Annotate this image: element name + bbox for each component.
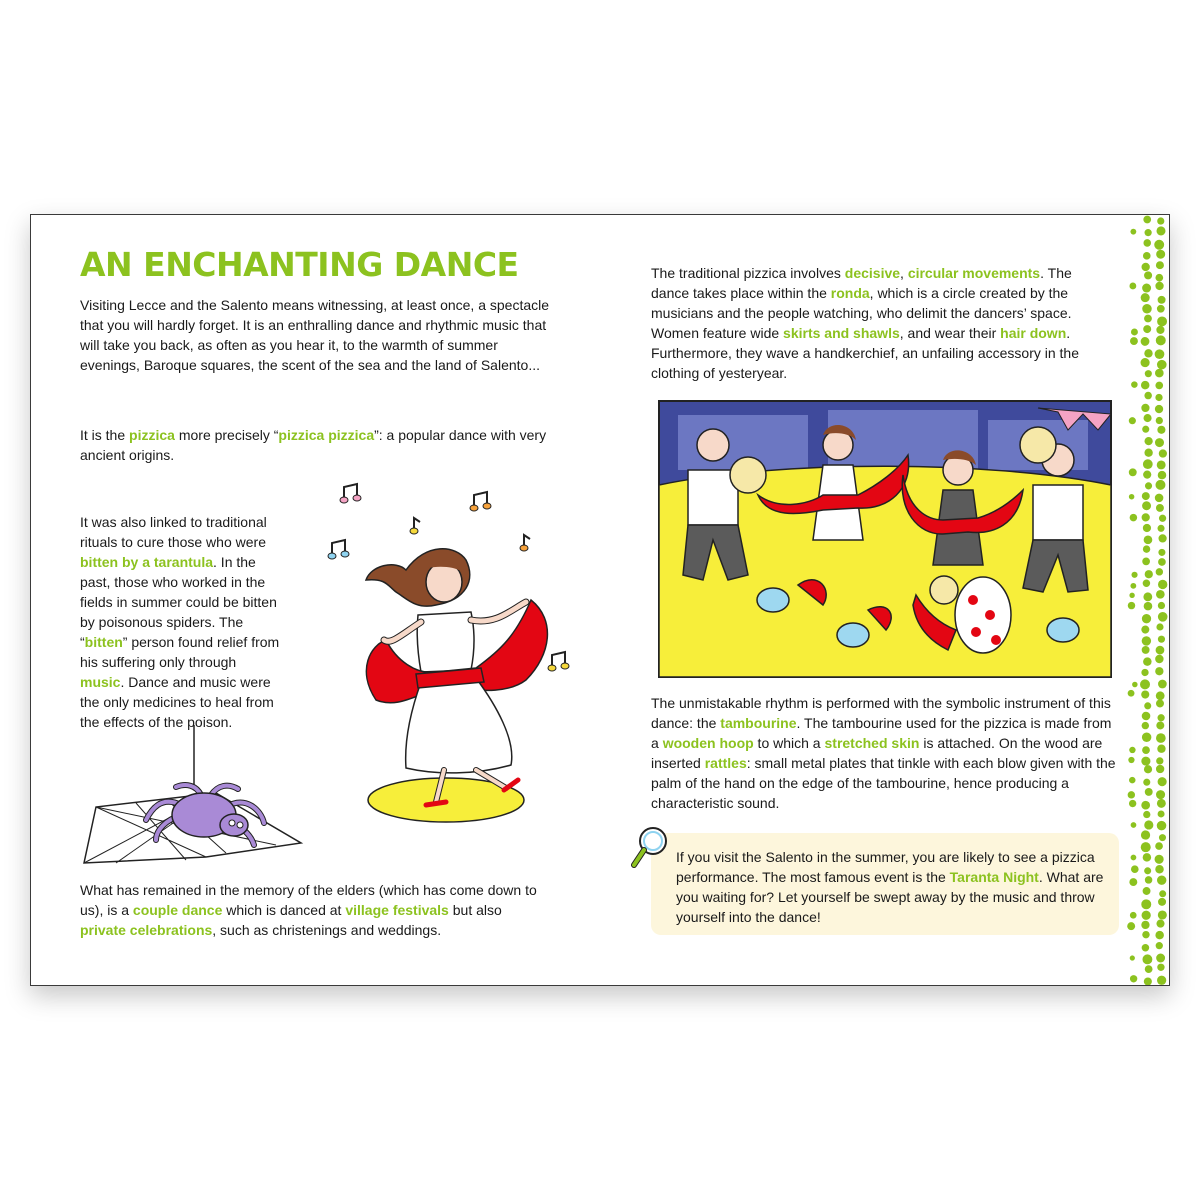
decorative-dot <box>1155 438 1164 447</box>
decorative-dots-border <box>1125 215 1169 985</box>
page-title: AN ENCHANTING DANCE <box>80 245 519 284</box>
decorative-dot <box>1143 853 1151 861</box>
decorative-dot <box>1143 545 1150 552</box>
decorative-dot <box>1144 535 1153 544</box>
decorative-dot <box>1157 217 1164 224</box>
decorative-dot <box>1143 811 1150 818</box>
decorative-dot <box>1142 426 1149 433</box>
decorative-dot <box>1142 636 1151 645</box>
decorative-dot <box>1129 800 1136 807</box>
decorative-dot <box>1143 580 1150 587</box>
decorative-dot <box>1158 612 1168 622</box>
decorative-dot <box>1129 593 1134 598</box>
decorative-dot <box>1145 788 1153 796</box>
decorative-dot <box>1143 592 1152 601</box>
decorative-dot <box>1155 931 1163 939</box>
decorative-dot <box>1156 568 1163 575</box>
decorative-dot <box>1156 721 1164 729</box>
decorative-dot <box>1128 602 1135 609</box>
decorative-dot <box>1155 369 1164 378</box>
decorative-dot <box>1143 779 1150 786</box>
decorative-dot <box>1155 865 1164 874</box>
decorative-dot <box>1156 250 1165 259</box>
decorative-dot <box>1129 747 1135 753</box>
decorative-dot <box>1129 283 1136 290</box>
decorative-dot <box>1142 513 1150 521</box>
decorative-dot <box>1156 504 1164 512</box>
decorative-dot <box>1143 252 1151 260</box>
decorative-dot <box>1156 920 1164 928</box>
decorative-dot <box>1129 494 1135 500</box>
decorative-dot <box>1144 349 1152 357</box>
decorative-dot <box>1144 449 1152 457</box>
tarantula-paragraph: It was also linked to traditional rituals to cure those who were bitten by a tarantula. In the past, those who worked in the fields in summer could be bitten by poisonous spiders. The “bitten” person found relief from his suffering only through music. Dance and music were the only medicines to heal from the effects of the poison. <box>80 514 280 730</box>
decorative-dot <box>1142 304 1152 314</box>
magnifier-icon <box>629 823 675 871</box>
decorative-dot <box>1129 777 1135 783</box>
decorative-dot <box>1141 690 1149 698</box>
pizzica-paragraph: It is the pizzica more precisely “pizzica pizzica”: a popular dance with very ancient origins. <box>80 427 547 463</box>
decorative-dot <box>1158 810 1165 817</box>
couple-dance-paragraph: What has remained in the memory of the elders (which has come down to us), is a couple dance which is danced at village festivals but also private celebrations, such as christenings and weddings. <box>80 882 537 938</box>
movements-paragraph: The traditional pizzica involves decisive, circular movements. The dance takes place within the ronda, which is a circle created by the musicians and the people watching, who delimit the dancers’ space. Women feature wide skirts and shawls, and wear their hair down. Furthermore, they wave a handkerchief, an unfailing accessory in the clothing of yesteryear. <box>651 265 1080 381</box>
decorative-dot <box>1127 922 1135 930</box>
decorative-dot <box>1157 976 1166 985</box>
decorative-dot <box>1144 977 1152 985</box>
decorative-dot <box>1141 842 1151 852</box>
decorative-dot <box>1143 325 1151 333</box>
decorative-dot <box>1129 417 1136 424</box>
decorative-dot <box>1142 263 1150 271</box>
decorative-dot <box>1156 261 1164 269</box>
decorative-dot <box>1155 480 1165 490</box>
decorative-dot <box>1155 394 1162 401</box>
decorative-dot <box>1159 515 1166 522</box>
decorative-dot <box>1130 955 1135 960</box>
decorative-dot <box>1159 890 1166 897</box>
decorative-dot <box>1144 820 1153 829</box>
decorative-dot <box>1158 558 1166 566</box>
decorative-dot <box>1143 459 1153 469</box>
decorative-dot <box>1131 329 1138 336</box>
decorative-dot <box>1158 549 1165 556</box>
decorative-dot <box>1141 358 1150 367</box>
decorative-dot <box>1131 572 1137 578</box>
decorative-dot <box>1144 392 1151 399</box>
decorative-dot <box>1158 296 1166 304</box>
decorative-dot <box>1141 404 1149 412</box>
decorative-dot <box>1143 524 1151 532</box>
decorative-dot <box>1156 790 1165 799</box>
decorative-dot <box>1144 414 1152 422</box>
decorative-dot <box>1156 954 1165 963</box>
decorative-dot <box>1131 855 1137 861</box>
decorative-dot <box>1143 887 1151 895</box>
decorative-dot <box>1144 765 1152 773</box>
decorative-dot <box>1157 745 1165 753</box>
decorative-dot <box>1128 690 1135 697</box>
decorative-dot <box>1158 636 1165 643</box>
decorative-dot <box>1141 801 1150 810</box>
decorative-dot <box>1142 931 1149 938</box>
music-note-icon <box>340 484 361 503</box>
decorative-dot <box>1155 382 1163 390</box>
decorative-dot <box>1129 878 1137 886</box>
decorative-dot <box>1144 702 1151 709</box>
decorative-dot <box>1130 229 1136 235</box>
decorative-dot <box>1143 216 1151 224</box>
decorative-dot <box>1156 590 1165 599</box>
decorative-dot <box>1128 757 1134 763</box>
decorative-dot <box>1145 482 1152 489</box>
decorative-dot <box>1144 602 1153 611</box>
decorative-dot <box>1140 679 1150 689</box>
decorative-dot <box>1157 875 1166 884</box>
decorative-dot <box>1141 337 1150 346</box>
decorative-dot <box>1156 623 1163 630</box>
decorative-dot <box>1145 229 1152 236</box>
decorative-dot <box>1142 746 1150 754</box>
decorative-dot <box>1155 855 1164 864</box>
decorative-dot <box>1143 471 1151 479</box>
decorative-dot <box>1142 284 1151 293</box>
decorative-dot <box>1155 494 1164 503</box>
decorative-dot <box>1142 944 1150 952</box>
decorative-dot <box>1142 911 1151 920</box>
decorative-dot <box>1132 682 1138 688</box>
decorative-dot <box>1128 791 1135 798</box>
decorative-dot <box>1131 865 1139 873</box>
decorative-dot <box>1155 842 1163 850</box>
tambourine-paragraph: The unmistakable rhythm is performed with the symbolic instrument of this dance: the tambourine. The tambourine used for the pizzica is made from a wooden hoop to which a stretched skin is attached. On the wood are inserted rattles: small metal plates that tinkle with each blow given with the palm of the hand on the edge of the tambourine, hence producing a characteristic sound. <box>651 695 1116 811</box>
decorative-dot <box>1158 534 1166 542</box>
decorative-dot <box>1158 471 1167 480</box>
decorative-dot <box>1156 226 1165 235</box>
decorative-dot <box>1144 867 1151 874</box>
decorative-dot <box>1144 315 1152 323</box>
decorative-dot <box>1141 830 1150 839</box>
decorative-dot <box>1156 733 1166 743</box>
decorative-dot <box>1143 239 1151 247</box>
decorative-dot <box>1157 821 1167 831</box>
decorative-dot <box>1156 757 1163 764</box>
decorative-dot <box>1158 777 1167 786</box>
decorative-dot <box>1158 580 1167 589</box>
music-note-icon <box>410 518 420 534</box>
decorative-dot <box>1155 274 1163 282</box>
decorative-dot <box>1142 722 1149 729</box>
decorative-dot <box>1141 381 1149 389</box>
decorative-dot <box>1130 912 1137 919</box>
tip-text: If you visit the Salento in the summer, you are likely to see a pizzica performance. The most famous event is the Taranta Night. What are you waiting for? Let yourself be swept away by the music and throw yourself into the dance! <box>676 849 1104 925</box>
decorative-dot <box>1155 349 1165 359</box>
spider-illustration <box>76 725 321 875</box>
decorative-dot <box>1156 699 1164 707</box>
decorative-dot <box>1156 646 1165 655</box>
decorative-dot <box>1145 965 1153 973</box>
decorative-dot <box>1159 449 1167 457</box>
decorative-dot <box>1158 910 1167 919</box>
decorative-dot <box>1142 558 1150 566</box>
decorative-dot <box>1142 492 1150 500</box>
music-note-icon <box>470 492 491 511</box>
decorative-dot <box>1141 921 1149 929</box>
decorative-dot <box>1141 293 1150 302</box>
decorative-dot <box>1157 964 1164 971</box>
decorative-dot <box>1158 602 1165 609</box>
decorative-dot <box>1131 822 1137 828</box>
decorative-dot <box>1155 282 1163 290</box>
decorative-dot <box>1130 514 1137 521</box>
decorative-dot <box>1157 714 1164 721</box>
decorative-dot <box>1144 271 1152 279</box>
decorative-dot <box>1156 765 1164 773</box>
decorative-dot <box>1156 335 1166 345</box>
decorative-dot <box>1157 461 1166 470</box>
decorative-dot <box>1144 437 1152 445</box>
decorative-dot <box>1142 646 1150 654</box>
decorative-dot <box>1129 468 1137 476</box>
decorative-dot <box>1142 501 1151 510</box>
decorative-dot <box>1156 942 1163 949</box>
spider-icon <box>146 785 264 845</box>
decorative-dot <box>1142 614 1151 623</box>
decorative-dot <box>1141 899 1151 909</box>
decorative-dot <box>1130 975 1137 982</box>
decorative-dot <box>1158 898 1166 906</box>
decorative-dot <box>1156 691 1165 700</box>
decorative-dot <box>1141 757 1150 766</box>
decorative-dot <box>1131 381 1137 387</box>
intro-paragraph: Visiting Lecce and the Salento means witnessing, at least once, a spectacle that you will hardly forget. It is an enthralling dance and rhythmic music that will take you back, as often as you hear it, to the warmth of summer evenings, Baroque squares, the scent of the sea and the land of Salento... <box>80 297 550 373</box>
decorative-dot <box>1157 360 1167 370</box>
decorative-dot <box>1159 834 1166 841</box>
decorative-dot <box>1145 570 1153 578</box>
decorative-dot <box>1141 669 1148 676</box>
decorative-dot <box>1155 667 1163 675</box>
decorative-dot <box>1157 799 1166 808</box>
decorative-dot <box>1142 954 1152 964</box>
decorative-dot <box>1141 626 1149 634</box>
decorative-dot <box>1156 326 1164 334</box>
decorative-dot <box>1142 733 1151 742</box>
decorative-dot <box>1145 370 1152 377</box>
dance-scene-illustration <box>658 400 1112 678</box>
decorative-dot <box>1145 876 1153 884</box>
decorative-dot <box>1130 337 1138 345</box>
decorative-dot <box>1142 712 1151 721</box>
decorative-dot <box>1158 680 1167 689</box>
decorative-dot <box>1155 405 1163 413</box>
dancing-woman-illustration <box>326 540 586 825</box>
decorative-dot <box>1143 657 1151 665</box>
decorative-dot <box>1157 305 1165 313</box>
decorative-dot <box>1130 583 1136 589</box>
decorative-dot <box>1156 417 1163 424</box>
decorative-dot <box>1154 240 1164 250</box>
decorative-dot <box>1157 525 1164 532</box>
book-spread <box>30 214 1170 986</box>
decorative-dot <box>1157 316 1167 326</box>
decorative-dot <box>1155 655 1163 663</box>
decorative-dot <box>1157 426 1165 434</box>
